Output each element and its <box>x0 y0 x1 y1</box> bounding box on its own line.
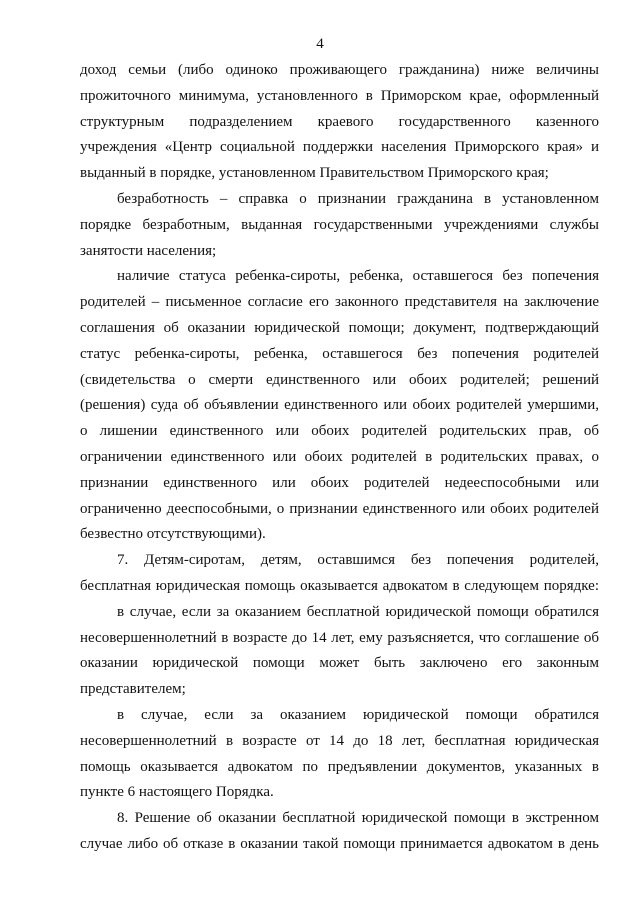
text-line: доход семьи (либо одиноко проживающего гражданина) ниже величины <box>80 62 599 78</box>
paragraph <box>80 58 599 187</box>
paragraph <box>80 264 599 548</box>
text-line: безработность – справка о признании гражданина в установленном <box>117 190 599 207</box>
page-number: 4 <box>316 36 324 52</box>
text-line: наличие статуса ребенка-сироты, ребенка, оставшегося без попечения <box>117 268 599 285</box>
text-line: помощь оказывается адвокатом по предъявлении документов, указанных в <box>80 758 599 775</box>
text-line: соглашения об оказании юридической помощи; документ, подтверждающий <box>80 319 599 336</box>
text-line: 7. Детям-сиротам, детям, оставшимся без попечения родителей, <box>117 552 599 569</box>
text-line: (свидетельства о смерти единственного или обоих родителей; решений <box>80 371 599 388</box>
text-line: безвестно отсутствующими). <box>80 526 266 543</box>
text-line: занятости населения; <box>80 242 217 259</box>
text-line: несовершеннолетний в возрасте от 14 до 18 лет, бесплатная юридическая <box>80 732 599 749</box>
text-line: в случае, если за оказанием бесплатной юридической помощи обратился <box>117 603 599 620</box>
text-line: структурным подразделением краевого государственного казенного <box>80 113 599 130</box>
text-line: учреждения «Центр социальной поддержки населения Приморского края» и <box>80 139 599 156</box>
text-line: (решения) суда об объявлении единственного или обоих родителей умершими, <box>80 397 599 414</box>
text-line: представителем; <box>80 681 186 698</box>
text-line: в случае, если за оказанием юридической помощи обратился <box>117 706 599 723</box>
text-line: родителей – письменное согласие его законного представителя на заключение <box>80 294 599 311</box>
text-line: пункте 6 настоящего Порядка. <box>80 784 274 801</box>
paragraph <box>80 548 599 600</box>
text-line: признании единственного или обоих родителей недееспособными или <box>80 474 599 491</box>
text-line: бесплатная юридическая помощь оказывается адвокатом в следующем порядке: <box>80 577 599 594</box>
text-line: 8. Решение об оказании бесплатной юридической помощи в экстренном <box>117 810 599 827</box>
text-line: оказании юридической помощи может быть заключено его законным <box>80 655 599 672</box>
document-body <box>80 58 599 858</box>
paragraph <box>80 187 599 264</box>
text-line: выданный в порядке, установленном Правительством Приморского края; <box>80 165 549 182</box>
text-line: прожиточного минимума, установленного в Приморском крае, оформленный <box>80 87 599 104</box>
text-line: о лишении единственного или обоих родителей родительских прав, об <box>80 423 599 440</box>
text-line: ограничении единственного или обоих родителей в родительских правах, о <box>80 448 599 465</box>
paragraph <box>80 703 599 806</box>
text-line: несовершеннолетний в возрасте до 14 лет, ему разъясняется, что соглашение об <box>80 629 599 646</box>
text-line: ограниченно дееспособными, о признании единственного или обоих родителей <box>80 500 599 517</box>
text-line: порядке безработным, выданная государственными учреждениями службы <box>80 216 599 233</box>
text-line: статус ребенка-сироты, ребенка, оставшегося без попечения родителей <box>80 345 599 362</box>
text-line: случае либо об отказе в оказании такой помощи принимается адвокатом в день <box>80 835 599 852</box>
paragraph <box>80 806 599 858</box>
paragraph <box>80 600 599 703</box>
